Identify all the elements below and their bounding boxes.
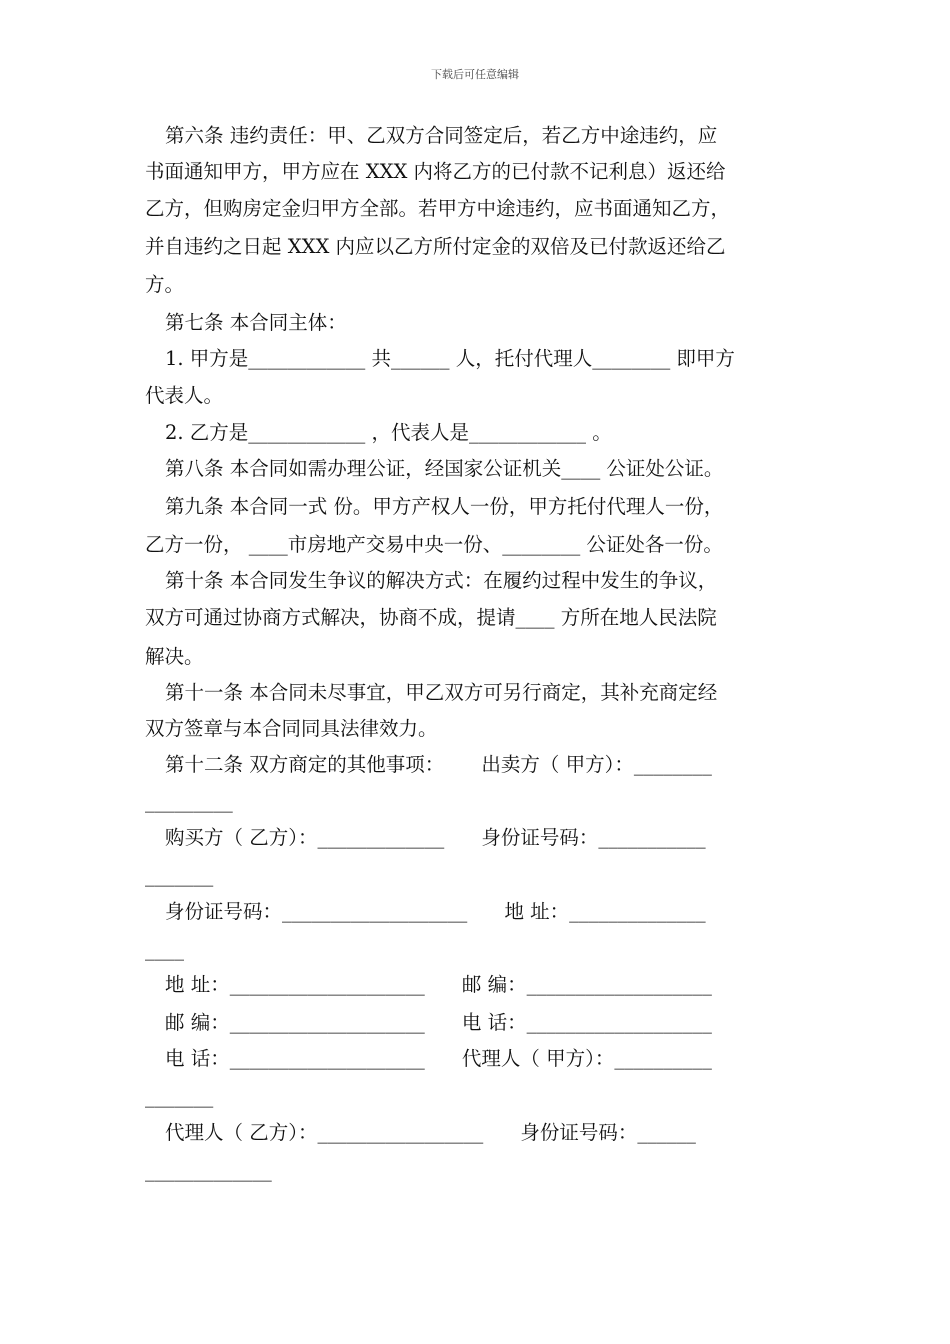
text-line: 代理人（ 乙方）：_________________ 身份证号码：______ <box>165 1121 696 1144</box>
text-line: 2. 乙方是____________ ，代表人是____________ 。 <box>165 421 612 444</box>
text-line: 第七条 本合同主体： <box>165 311 347 334</box>
text-line: 第八条 本合同如需办理公证，经国家公证机关____ 公证处公证。 <box>165 457 724 480</box>
text-line: 身份证号码：___________________ 地 址：______________ <box>165 900 706 923</box>
text-line: 双方签章与本合同同具法律效力。 <box>145 717 438 740</box>
text-line: 双方可通过协商方式解决，协商不成，提请____ 方所在地人民法院 <box>145 606 717 629</box>
text-line: 地 址：____________________ 邮 编：___________________ <box>165 973 712 996</box>
text-line: 代表人。 <box>145 384 224 407</box>
text-line: ____ <box>145 938 184 961</box>
text-line: 方。 <box>145 273 185 296</box>
text-line: 书面通知甲方，甲方应在 XXX 内将乙方的已付款不记利息）返还给 <box>145 160 726 183</box>
text-line: 邮 编：____________________ 电 话：___________________ <box>165 1011 712 1034</box>
text-line: _________ <box>145 790 233 813</box>
text-line: 乙方，但购房定金归甲方全部。若甲方中途违约，应书面通知乙方， <box>145 197 731 220</box>
text-line: 乙方一份， ____市房地产交易中央一份、________ 公证处各一份。 <box>145 533 723 556</box>
text-line: 第十一条 本合同未尽事宜，甲乙双方可另行商定，其补充商定经 <box>165 681 718 704</box>
text-line: 1. 甲方是____________ 共______ 人，托付代理人________ 即甲方 <box>165 347 735 370</box>
text-line: _______ <box>145 864 214 887</box>
text-line: 并自违约之日起 XXX 内应以乙方所付定金的双倍及已付款返还给乙 <box>145 235 726 258</box>
text-line: 购买方（ 乙方）：_____________ 身份证号码：___________ <box>165 826 706 849</box>
text-line: _______ <box>145 1085 214 1108</box>
text-line: 解决。 <box>145 645 204 668</box>
text-line: _____________ <box>145 1159 272 1182</box>
text-line: 第九条 本合同一式 份。甲方产权人一份，甲方托付代理人一份， <box>165 495 724 518</box>
page-header-note: 下载后可任意编辑 <box>431 68 519 81</box>
text-line: 第十条 本合同发生争议的解决方式：在履约过程中发生的争议， <box>165 569 718 592</box>
text-line: 第六条 违约责任：甲、乙双方合同签定后，若乙方中途违约，应 <box>165 124 718 147</box>
text-line: 电 话：____________________ 代理人（ 甲方）：__________ <box>165 1047 712 1070</box>
text-line: 第十二条 双方商定的其他事项： 出卖方（ 甲方）：________ <box>165 753 712 776</box>
